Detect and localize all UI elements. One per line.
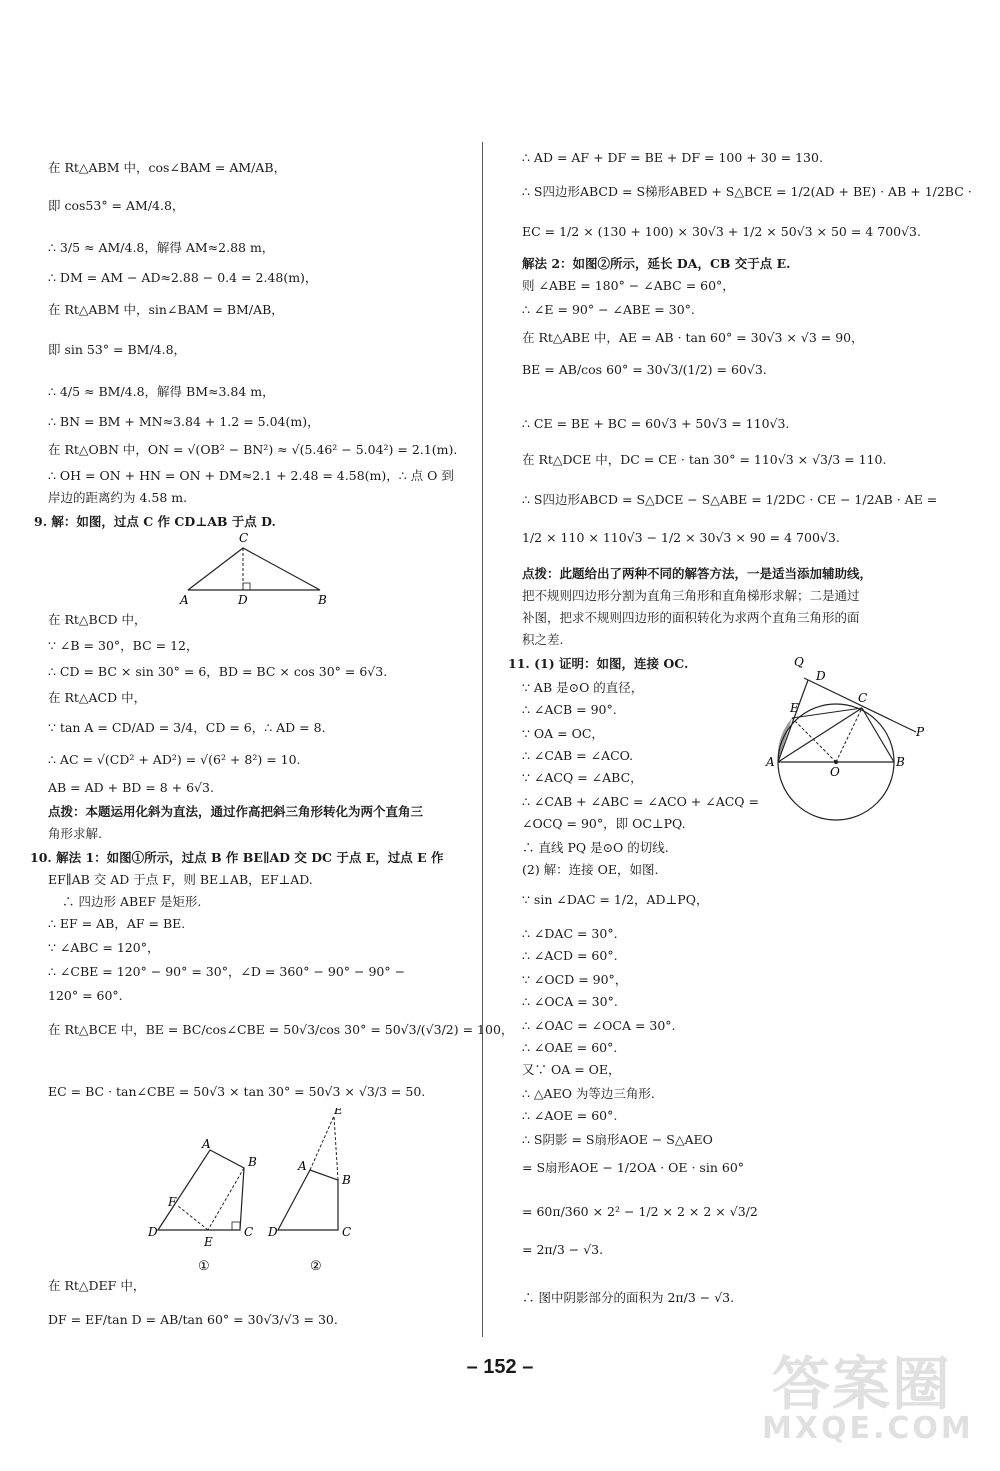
text-line: 又∵ OA = OE， <box>522 1062 621 1077</box>
watermark-text: 答案圈 <box>772 1350 953 1418</box>
text-line: ∴ 3/5 ≈ AM/4.8，解得 AM≈2.88 m， <box>48 240 275 255</box>
page-number: – 152 – <box>466 1356 534 1378</box>
method-2-heading: 解法 2：如图②所示，延长 DA，CB 交于点 E. <box>522 256 791 271</box>
text-line: 则 ∠ABE = 180° − ∠ABC = 60°， <box>522 278 735 293</box>
text-line: ∴ S四边形ABCD = S梯形ABED + S△BCE = 1/2(AD + BE) · AB + 1/2BC · <box>522 184 972 199</box>
hint-line: 点拨：此题给出了两种不同的解答方法，一是适当添加辅助线， <box>522 566 873 581</box>
watermark-logo <box>758 1329 988 1459</box>
vertex-label: B <box>318 593 327 607</box>
text-line: 在 Rt△ABM 中，sin∠BAM = BM/AB， <box>48 302 284 317</box>
text-line: ∴ ∠DAC = 30°. <box>522 926 618 941</box>
text-line: 把不规则四边形分割为直角三角形和直角梯形求解；二是通过 <box>522 588 860 603</box>
text-line: ∴ 4/5 ≈ BM/4.8，解得 BM≈3.84 m， <box>48 384 275 399</box>
text-line: ∵ ∠B = 30°，BC = 12， <box>48 638 199 653</box>
vertex-label: Q <box>794 655 804 669</box>
text-line: ∵ AB 是⊙O 的直径， <box>522 680 644 695</box>
text-line: 在 Rt△DCE 中，DC = CE · tan 30° = 110√3 × √3/3 = 110. <box>522 452 887 467</box>
vertex-label: F <box>168 1195 177 1209</box>
text-line: ∴ S四边形ABCD = S△DCE − S△ABE = 1/2DC · CE − 1/2AB · AE = <box>522 492 938 507</box>
text-line: ∴ ∠ACD = 60°. <box>522 948 618 963</box>
text-line: ∴ DM = AM − AD≈2.88 − 0.4 = 2.48(m)， <box>48 270 318 285</box>
column-divider <box>482 142 483 1337</box>
text-line: BE = AB/cos 60° = 30√3/(1/2) = 60√3. <box>522 362 767 377</box>
text-line: EC = BC · tan∠CBE = 50√3 × tan 30° = 50√3 × √3/3 = 50. <box>48 1084 426 1099</box>
text-line: ∴ ∠OCA = 30°. <box>522 994 618 1009</box>
text-line: (2) 解：连接 OE，如图. <box>522 862 659 877</box>
vertex-label: A <box>766 755 775 769</box>
vertex-label: B <box>896 755 905 769</box>
vertex-label: D <box>816 669 826 683</box>
text-line: 在 Rt△DEF 中， <box>48 1278 146 1293</box>
text-line: ∴ ∠CAB + ∠ABC = ∠ACO + ∠ACQ = <box>522 794 759 809</box>
text-line: 积之差. <box>522 632 564 647</box>
vertex-label: C <box>342 1225 352 1239</box>
text-line: ∴ △AEO 为等边三角形. <box>522 1086 655 1101</box>
figure-11-circle <box>760 650 940 850</box>
text-line: ∴ ∠CAB = ∠ACO. <box>522 748 634 763</box>
text-line: 在 Rt△OBN 中，ON = √(OB² − BN²) ≈ √(5.46² − 5.04²) = 2.1(m). <box>48 442 458 457</box>
text-line: ∵ sin ∠DAC = 1/2，AD⊥PQ， <box>522 892 709 907</box>
vertex-label: E <box>790 701 799 715</box>
text-line: ∵ ∠OCD = 90°， <box>522 972 628 987</box>
text-line: ∠OCQ = 90°，即 OC⊥PQ. <box>522 816 686 831</box>
text-line: ∴ 直线 PQ 是⊙O 的切线. <box>522 840 669 855</box>
problem-10-heading: 10. 解法 1：如图①所示，过点 B 作 BE∥AD 交 DC 于点 E，过点 E 作 <box>30 850 444 865</box>
text-line: AB = AD + BD = 8 + 6√3. <box>48 780 214 795</box>
vertex-label: A <box>180 593 189 607</box>
vertex-label: C <box>858 691 868 705</box>
problem-11-heading: 11. (1) 证明：如图，连接 OC. <box>508 656 689 671</box>
text-line: ∴ ∠OAC = ∠OCA = 30°. <box>522 1018 676 1033</box>
vertex-label: P <box>916 725 925 739</box>
text-line: ∴ OH = ON + HN = ON + DM≈2.1 + 2.48 = 4.58(m)，∴ 点 O 到 <box>48 468 454 483</box>
text-line: EC = 1/2 × (130 + 100) × 30√3 + 1/2 × 50√3 × 50 = 4 700√3. <box>522 224 921 239</box>
text-line: 补图，把求不规则四边形的面积转化为求两个直角三角形的面 <box>522 610 860 625</box>
text-line: 即 cos53° = AM/4.8， <box>48 198 185 213</box>
figure-2-label: ② <box>310 1259 322 1274</box>
text-line: ∴ ∠ACB = 90°. <box>522 702 617 717</box>
vertex-label: B <box>248 1155 257 1169</box>
text-line: ∴ ∠OAE = 60°. <box>522 1040 618 1055</box>
text-line: ∴ CD = BC × sin 30° = 6，BD = BC × cos 30° = 6√3. <box>48 664 388 679</box>
text-line: 在 Rt△ABM 中，cos∠BAM = AM/AB， <box>48 160 287 175</box>
watermark-url: MXQE.COM <box>762 1411 974 1446</box>
text-line: 角形求解. <box>48 826 102 841</box>
vertex-label: E <box>204 1235 213 1249</box>
text-line: ∴ AD = AF + DF = BE + DF = 100 + 30 = 130. <box>522 150 823 165</box>
text-line: 在 Rt△BCD 中， <box>48 612 147 627</box>
text-line: = S扇形AOE − 1/2OA · OE · sin 60° <box>522 1160 745 1175</box>
text-line: 岸边的距离约为 4.58 m. <box>48 490 188 505</box>
figure-1-label: ① <box>198 1259 210 1274</box>
text-line: EF∥AB 交 AD 于点 F，则 BE⊥AB，EF⊥AD. <box>48 872 313 887</box>
vertex-label: C <box>239 531 249 545</box>
text-line: ∴ ∠E = 90° − ∠ABE = 30°. <box>522 302 695 317</box>
vertex-label: C <box>244 1225 254 1239</box>
vertex-label: E <box>334 1108 343 1117</box>
text-line: ∴ 四边形 ABEF 是矩形. <box>62 894 202 909</box>
text-line: ∵ OA = OC， <box>522 726 604 741</box>
text-line: 120° = 60°. <box>48 988 123 1003</box>
text-line: 在 Rt△ABE 中，AE = AB · tan 60° = 30√3 × √3 = 90， <box>522 330 864 345</box>
vertex-label: O <box>830 765 840 779</box>
text-line: = 2π/3 − √3. <box>522 1242 604 1257</box>
figure-10-quadrilaterals <box>148 1108 368 1274</box>
text-line: ∴ BN = BM + MN≈3.84 + 1.2 = 5.04(m)， <box>48 414 320 429</box>
text-line: ∴ S阴影 = S扇形AOE − S△AEO <box>522 1132 713 1147</box>
text-line: = 60π/360 × 2² − 1/2 × 2 × 2 × √3/2 <box>522 1204 758 1219</box>
vertex-label: A <box>202 1137 211 1151</box>
text-line: 1/2 × 110 × 110√3 − 1/2 × 30√3 × 90 = 4 700√3. <box>522 530 840 545</box>
problem-9-heading: 9. 解：如图，过点 C 作 CD⊥AB 于点 D. <box>34 514 276 529</box>
vertex-label: D <box>148 1225 158 1239</box>
text-line: ∴ AC = √(CD² + AD²) = √(6² + 8²) = 10. <box>48 752 301 767</box>
text-line: ∵ ∠ABC = 120°， <box>48 940 160 955</box>
text-line: ∴ ∠CBE = 120° − 90° = 30°，∠D = 360° − 90° − 90° − <box>48 964 406 979</box>
vertex-label: B <box>342 1173 351 1187</box>
text-line: ∴ CE = BE + BC = 60√3 + 50√3 = 110√3. <box>522 416 790 431</box>
vertex-label: A <box>298 1159 307 1173</box>
text-line: ∴ ∠AOE = 60°. <box>522 1108 618 1123</box>
vertex-label: D <box>268 1225 278 1239</box>
text-line: DF = EF/tan D = AB/tan 60° = 30√3/√3 = 30. <box>48 1312 338 1327</box>
text-line: ∵ ∠ACQ = ∠ABC， <box>522 770 643 785</box>
text-line: 即 sin 53° = BM/4.8， <box>48 342 187 357</box>
text-line: 在 Rt△ACD 中， <box>48 690 147 705</box>
text-line: ∴ 图中阴影部分的面积为 2π/3 − √3. <box>522 1290 735 1305</box>
text-line: ∵ tan A = CD/AD = 3/4，CD = 6，∴ AD = 8. <box>48 720 326 735</box>
vertex-label: D <box>238 593 248 607</box>
text-line: 在 Rt△BCE 中，BE = BC/cos∠CBE = 50√3/cos 30° = 50√3/(√3/2) = 100， <box>48 1022 514 1037</box>
hint-line: 点拨：本题运用化斜为直法，通过作高把斜三角形转化为两个直角三 <box>48 804 424 819</box>
text-line: ∴ EF = AB，AF = BE. <box>48 916 186 931</box>
figure-9-triangle <box>178 530 338 610</box>
